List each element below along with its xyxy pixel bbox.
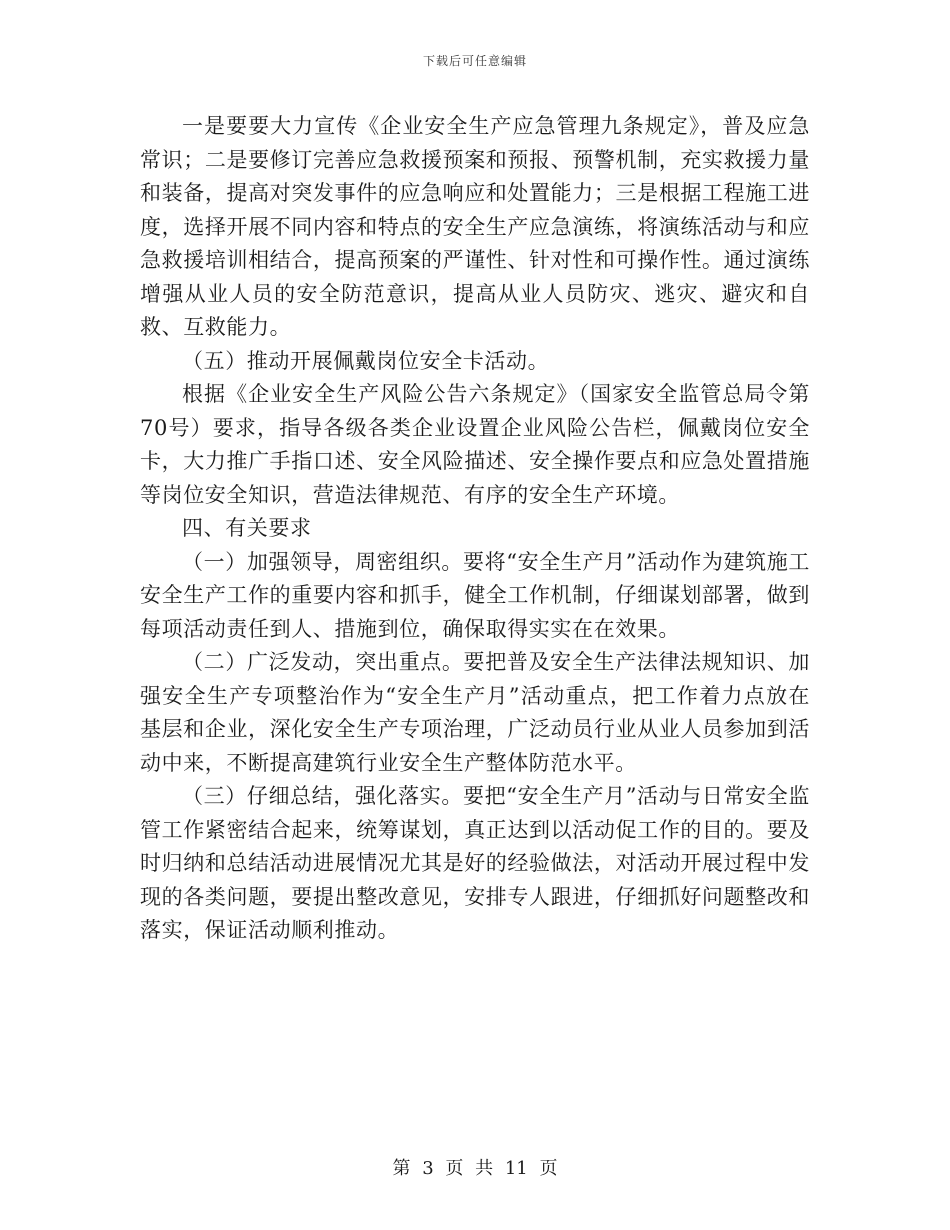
paragraph-requirement-2: （二）广泛发动，突出重点。要把普及安全生产法律法规知识、加强安全生产专项整治作为“安全生产月”活动重点，把工作着力点放在基层和企业，深化安全生产专项治理，广泛动员行业从业人员参加到活动中来，不断提高建筑行业安全生产整体防范水平。 xyxy=(140,650,810,775)
section-heading-safety-card: （五）推动开展佩戴岗位安全卡活动。 xyxy=(182,348,550,373)
page-header: 下载后可任意编辑 xyxy=(422,54,527,68)
page-number-footer: 第 3 页 共 11 页 xyxy=(392,1158,558,1179)
paragraph-risk-notice: 根据《企业安全生产风险公告六条规定》（国家安全监管总局令第70号）要求，指导各级各类企业设置企业风险公告栏，佩戴岗位安全卡，大力推广手指口述、安全风险描述、安全操作要点和应急处置措施等岗位安全知识，营造法律规范、有序的安全生产环境。 xyxy=(140,382,810,507)
paragraph-emergency-drills: 一是要要大力宣传《企业安全生产应急管理九条规定》，普及应急常识；二是要修订完善应急救援预案和预报、预警机制，充实救援力量和装备，提高对突发事件的应急响应和处置能力；三是根据工程施工进度，选择开展不同内容和特点的安全生产应急演练，将演练活动与和应急救援培训相结合，提高预案的严谨性、针对性和可操作性。通过演练增强从业人员的安全防范意识，提高从业人员防灾、逃灾、避灾和自救、互救能力。 xyxy=(140,114,810,339)
section-heading-requirements: 四、有关要求 xyxy=(182,516,312,540)
paragraph-requirement-1: （一）加强领导，周密组织。要将“安全生产月”活动作为建筑施工安全生产工作的重要内容和抓手，健全工作机制，仔细谋划部署，做到每项活动责任到人、措施到位，确保取得实实在在效果。 xyxy=(140,549,810,641)
document-body xyxy=(140,110,810,948)
paragraph-requirement-3: （三）仔细总结，强化落实。要把“安全生产月”活动与日常安全监管工作紧密结合起来，统筹谋划，真正达到以活动促工作的目的。要及时归纳和总结活动进展情况尤其是好的经验做法，对活动开展过程中发现的各类问题，要提出整改意见，安排专人跟进，仔细抓好问题整改和落实，保证活动顺利推动。 xyxy=(140,784,810,942)
